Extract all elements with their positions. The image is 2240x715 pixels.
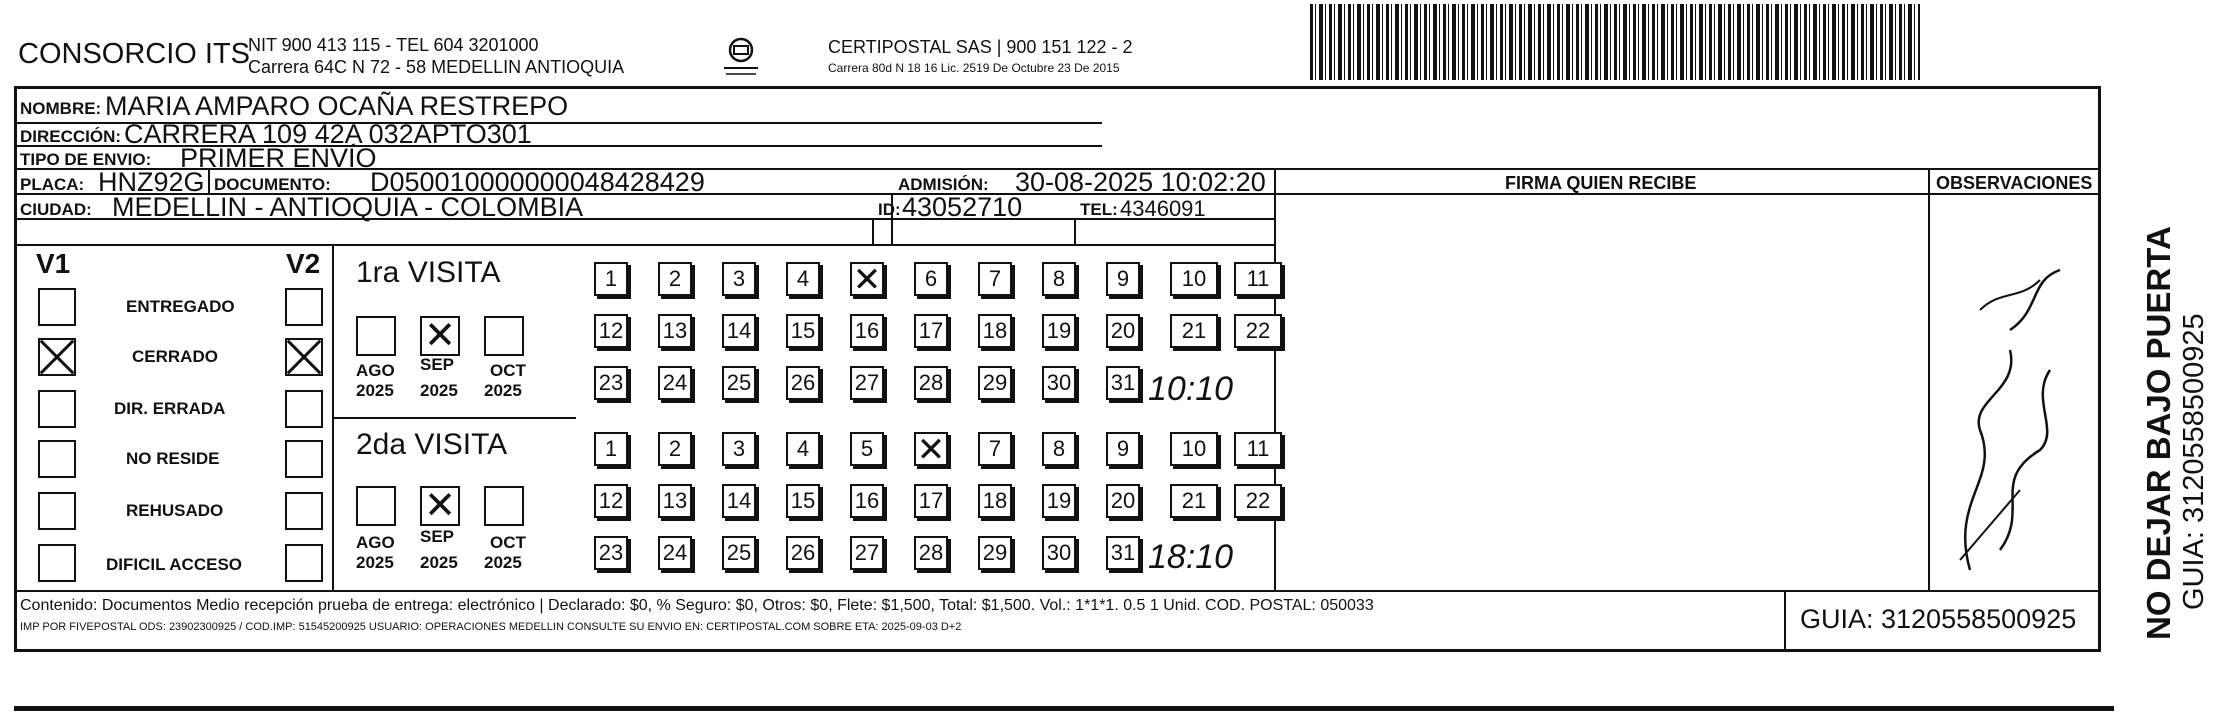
day-cell[interactable]: 4 (786, 432, 820, 466)
company-address: Carrera 64C N 72 - 58 MEDELLIN ANTIOQUIA (248, 57, 625, 77)
handwritten-signature (1940, 250, 2100, 580)
day-cell[interactable]: 20 (1106, 314, 1140, 348)
v2-rehusado-checkbox[interactable] (285, 492, 323, 530)
status-label: NO RESIDE (126, 449, 220, 468)
visit-1-month-ago[interactable] (356, 316, 396, 356)
day-cell[interactable]: 31 (1106, 366, 1140, 400)
day-cell[interactable]: 26 (786, 366, 820, 400)
day-cell[interactable]: 14 (722, 314, 756, 348)
no-dejar-bajo-puerta: NO DEJAR BAJO PUERTA (2140, 226, 2177, 640)
day-cell[interactable]: 29 (978, 536, 1012, 570)
visit-1-month-label: OCT (490, 361, 526, 380)
status-label: CERRADO (132, 347, 218, 366)
day-cell[interactable]: 13 (658, 314, 692, 348)
day-cell[interactable]: 10 (1170, 432, 1218, 466)
v1-header: V1 (36, 248, 71, 279)
tipo-envio-label: TIPO DE ENVIO: (20, 150, 152, 169)
visit-2-month-label: AGO (356, 533, 395, 552)
id-value: 43052710 (902, 192, 1023, 222)
day-cell[interactable]: 5 (850, 432, 884, 466)
courier-name: CERTIPOSTAL SAS | 900 151 122 - 2 (828, 37, 1133, 57)
day-cell[interactable]: 15 (786, 484, 820, 518)
v2-dir-errada-checkbox[interactable] (285, 390, 323, 428)
visit-2-month-label: OCT (490, 533, 526, 552)
day-cell[interactable]: 25 (722, 366, 756, 400)
v1-dir-errada-checkbox[interactable] (38, 390, 76, 428)
day-cell[interactable]: 25 (722, 536, 756, 570)
observaciones-label: OBSERVACIONES (1936, 173, 2093, 193)
placa-label: PLACA: (20, 175, 85, 194)
day-cell[interactable]: 7 (978, 262, 1012, 296)
tipo-envio-value: PRIMER ENVÍO (180, 143, 377, 173)
day-cell[interactable]: 26 (786, 536, 820, 570)
side-guia: GUIA: 3120558500925 (2178, 313, 2210, 610)
day-cell[interactable] (914, 432, 948, 466)
day-cell[interactable]: 3 (722, 262, 756, 296)
day-cell[interactable]: 30 (1042, 536, 1076, 570)
day-cell[interactable]: 24 (658, 366, 692, 400)
day-cell[interactable]: 24 (658, 536, 692, 570)
visit-2-time: 18:10 (1148, 538, 1234, 576)
day-cell[interactable]: 23 (594, 366, 628, 400)
day-cell[interactable]: 19 (1042, 484, 1076, 518)
barcode (1310, 4, 1920, 80)
day-cell[interactable]: 22 (1234, 314, 1282, 348)
visit-2-month-sep[interactable] (420, 486, 460, 526)
v2-no-reside-checkbox[interactable] (285, 440, 323, 478)
visit-1-year-label: 2025 (356, 381, 394, 400)
visit-2-month-oct[interactable] (484, 486, 524, 526)
day-cell[interactable]: 4 (786, 262, 820, 296)
day-cell[interactable]: 15 (786, 314, 820, 348)
v2-entregado-checkbox[interactable] (285, 288, 323, 326)
visit-2-title: 2da VISITA (356, 428, 508, 461)
company-nit: NIT 900 413 115 - TEL 604 3201000 (248, 35, 539, 55)
day-cell[interactable]: 9 (1106, 262, 1140, 296)
day-cell[interactable]: 16 (850, 484, 884, 518)
day-cell[interactable]: 18 (978, 314, 1012, 348)
day-cell[interactable]: 23 (594, 536, 628, 570)
v2-dificil-acceso-checkbox[interactable] (285, 544, 323, 582)
footer-guia: GUIA: 3120558500925 (1800, 604, 2077, 634)
documento-value: D050010000000048428429 (370, 167, 705, 197)
visit-1-title: 1ra VISITA (356, 256, 501, 289)
status-label: DIFICIL ACCESO (106, 555, 243, 574)
visit-1-month-label: AGO (356, 361, 395, 380)
certipostal-logo (718, 34, 764, 80)
v1-entregado-checkbox[interactable] (38, 288, 76, 326)
firma-label: FIRMA QUIEN RECIBE (1505, 173, 1697, 193)
status-label: REHUSADO (126, 501, 224, 520)
visit-1-year-label: 2025 (484, 381, 522, 400)
day-cell[interactable]: 2 (658, 262, 692, 296)
day-cell[interactable]: 17 (914, 314, 948, 348)
day-cell[interactable]: 18 (978, 484, 1012, 518)
day-cell[interactable]: 11 (1234, 432, 1282, 466)
admision-label: ADMISIÓN: (898, 175, 989, 194)
day-cell[interactable]: 12 (594, 484, 628, 518)
v2-header: V2 (286, 248, 321, 279)
nombre-label: NOMBRE: (20, 99, 102, 118)
visit-1-month-sep[interactable] (420, 316, 460, 356)
day-cell[interactable]: 9 (1106, 432, 1140, 466)
nombre-value: MARIA AMPARO OCAÑA RESTREPO (105, 91, 569, 121)
visit-2-year-label: 2025 (420, 553, 458, 572)
v1-dificil-acceso-checkbox[interactable] (38, 544, 76, 582)
v1-cerrado-checkbox[interactable] (38, 338, 76, 376)
day-cell[interactable]: 7 (978, 432, 1012, 466)
day-cell[interactable]: 6 (914, 262, 948, 296)
placa-value: HNZ92G (98, 167, 205, 197)
status-label: DIR. ERRADA (114, 399, 226, 418)
ciudad-value: MEDELLIN - ANTIOQUIA - COLOMBIA (112, 192, 584, 222)
id-label: ID: (878, 200, 901, 219)
tel-value: 4346091 (1120, 196, 1206, 221)
bottom-rule (14, 706, 2114, 711)
visit-2-year-label: 2025 (356, 553, 394, 572)
day-cell[interactable]: 28 (914, 366, 948, 400)
day-cell[interactable]: 14 (722, 484, 756, 518)
day-cell[interactable]: 28 (914, 536, 948, 570)
day-cell[interactable]: 10 (1170, 262, 1218, 296)
visit-2-month-label: SEP (420, 527, 455, 546)
footer-print-info: IMP POR FIVEPOSTAL ODS: 23902300925 / COD.IMP: 51545200925 USUARIO: OPERACIONES MEDELLIN CONSULTE SU ENVIO EN: CERTIPOSTAL.COM SOBRE ETA: 2025-09-03 D+2 (20, 621, 962, 633)
day-cell[interactable]: 16 (850, 314, 884, 348)
day-cell[interactable]: 22 (1234, 484, 1282, 518)
day-cell[interactable]: 12 (594, 314, 628, 348)
visit-1-time: 10:10 (1148, 370, 1234, 408)
v1-rehusado-checkbox[interactable] (38, 492, 76, 530)
visit-1-month-oct[interactable] (484, 316, 524, 356)
visit-2-month-ago[interactable] (356, 486, 396, 526)
day-cell[interactable]: 3 (722, 432, 756, 466)
day-cell[interactable]: 30 (1042, 366, 1076, 400)
day-cell[interactable]: 11 (1234, 262, 1282, 296)
day-cell[interactable]: 27 (850, 536, 884, 570)
day-cell[interactable]: 19 (1042, 314, 1076, 348)
footer-content: Contenido: Documentos Medio recepción prueba de entrega: electrónico | Declarado: $0, % Seguro: $0, Otros: $0, Flete: $1,500, Total: $1,500. Vol.: 1*1*1. 0.5 1 Unid. COD. POSTAL: 050033 (20, 597, 1374, 614)
day-cell[interactable] (850, 262, 884, 296)
documento-label: DOCUMENTO: (214, 175, 331, 194)
day-cell[interactable]: 29 (978, 366, 1012, 400)
admision-value: 30-08-2025 10:02:20 (1015, 167, 1266, 197)
visit-1-month-label: SEP (420, 355, 455, 374)
ciudad-label: CIUDAD: (20, 200, 92, 219)
day-cell[interactable]: 17 (914, 484, 948, 518)
day-cell[interactable]: 8 (1042, 262, 1076, 296)
day-cell[interactable]: 31 (1106, 536, 1140, 570)
v2-cerrado-checkbox[interactable] (285, 338, 323, 376)
visit-1-year-label: 2025 (420, 381, 458, 400)
tel-label: TEL: (1080, 200, 1118, 219)
day-cell[interactable]: 1 (594, 432, 628, 466)
day-cell[interactable]: 20 (1106, 484, 1140, 518)
direccion-label: DIRECCIÓN: (20, 127, 122, 146)
status-label: ENTREGADO (126, 297, 235, 316)
company-name: CONSORCIO ITS (18, 38, 251, 70)
day-cell[interactable]: 13 (658, 484, 692, 518)
day-cell[interactable]: 2 (658, 432, 692, 466)
day-cell[interactable]: 21 (1170, 484, 1218, 518)
day-cell[interactable]: 21 (1170, 314, 1218, 348)
day-cell[interactable]: 27 (850, 366, 884, 400)
visit-2-year-label: 2025 (484, 553, 522, 572)
courier-license: Carrera 80d N 18 16 Lic. 2519 De Octubre 23 De 2015 (828, 61, 1120, 75)
day-cell[interactable]: 1 (594, 262, 628, 296)
v1-no-reside-checkbox[interactable] (38, 440, 76, 478)
direccion-value: CARRERA 109 42A 032APTO301 (124, 119, 532, 149)
day-cell[interactable]: 8 (1042, 432, 1076, 466)
